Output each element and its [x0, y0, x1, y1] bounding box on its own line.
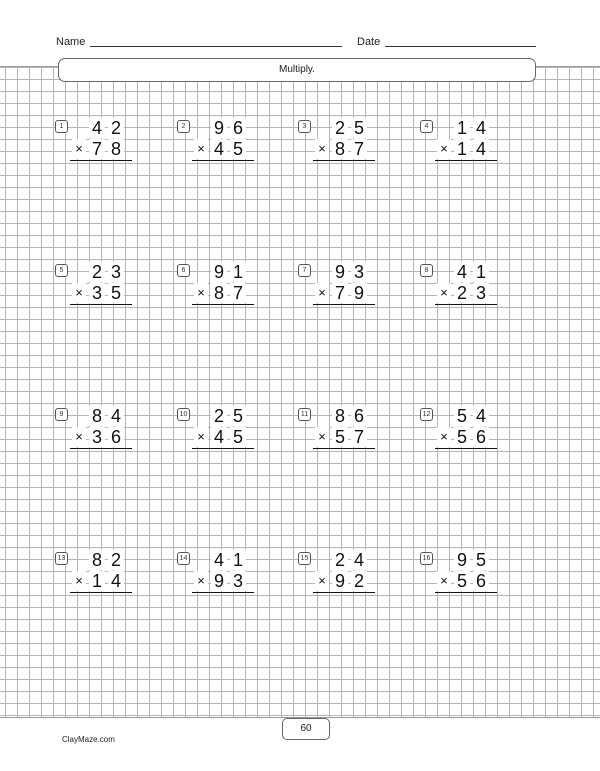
multiplicand-digit: 6	[351, 406, 367, 426]
multiplier-digit: 8	[211, 283, 227, 303]
problem-number: 12	[420, 408, 433, 421]
problem-5	[55, 262, 155, 322]
multiplicand-digit: 1	[454, 118, 470, 138]
answer-line	[435, 592, 497, 593]
answer-line	[192, 160, 254, 161]
multiplier-digit: 4	[211, 139, 227, 159]
answer-line	[313, 448, 375, 449]
multiplier-digit: 3	[230, 571, 246, 591]
problem-number: 15	[298, 552, 311, 565]
multiplicand-digit: 4	[351, 550, 367, 570]
answer-line	[313, 592, 375, 593]
answer-line	[192, 592, 254, 593]
multiply-sign: ×	[72, 139, 86, 159]
multiplicand-digit: 2	[211, 406, 227, 426]
multiplicand-digit: 2	[89, 262, 105, 282]
worksheet-header	[0, 0, 600, 62]
multiplier-digit: 1	[454, 139, 470, 159]
problem-number: 8	[420, 264, 433, 277]
problem-number: 13	[55, 552, 68, 565]
multiplicand-digit: 2	[108, 550, 124, 570]
name-label: Name	[56, 36, 86, 48]
problem-1	[55, 118, 155, 178]
multiplicand-digit: 3	[108, 262, 124, 282]
multiplicand-digit: 4	[473, 406, 489, 426]
answer-line	[192, 304, 254, 305]
problem-number: 7	[298, 264, 311, 277]
multiplicand-digit: 9	[454, 550, 470, 570]
answer-line	[70, 160, 132, 161]
multiplicand-digit: 4	[454, 262, 470, 282]
page-number: 60	[282, 718, 330, 740]
answer-line	[313, 160, 375, 161]
multiplier-digit: 7	[351, 139, 367, 159]
answer-line	[70, 592, 132, 593]
answer-line	[70, 304, 132, 305]
multiplier-digit: 4	[473, 139, 489, 159]
multiplicand-digit: 1	[230, 262, 246, 282]
multiplicand-digit: 8	[332, 406, 348, 426]
multiplicand-digit: 8	[89, 406, 105, 426]
problem-9	[55, 406, 155, 466]
multiply-sign: ×	[437, 139, 451, 159]
problem-6	[177, 262, 277, 322]
multiplicand-digit: 9	[332, 262, 348, 282]
multiplicand-digit: 5	[454, 406, 470, 426]
problem-7	[298, 262, 398, 322]
problem-14	[177, 550, 277, 610]
problem-11	[298, 406, 398, 466]
answer-line	[192, 448, 254, 449]
problem-number: 10	[177, 408, 190, 421]
multiplier-digit: 3	[89, 283, 105, 303]
problem-8	[420, 262, 520, 322]
multiplier-digit: 7	[351, 427, 367, 447]
multiply-sign: ×	[194, 427, 208, 447]
multiplier-digit: 5	[454, 571, 470, 591]
multiplier-digit: 7	[332, 283, 348, 303]
multiplier-digit: 6	[473, 571, 489, 591]
multiplicand-digit: 4	[473, 118, 489, 138]
problem-2	[177, 118, 277, 178]
multiply-sign: ×	[72, 427, 86, 447]
multiplier-digit: 1	[89, 571, 105, 591]
answer-line	[435, 304, 497, 305]
multiplicand-digit: 5	[473, 550, 489, 570]
date-label: Date	[357, 36, 381, 48]
problem-number: 1	[55, 120, 68, 133]
multiplier-digit: 4	[211, 427, 227, 447]
multiplicand-digit: 4	[211, 550, 227, 570]
multiplicand-digit: 4	[89, 118, 105, 138]
site-url: ClayMaze.com	[62, 735, 115, 744]
problem-number: 16	[420, 552, 433, 565]
multiplier-digit: 8	[108, 139, 124, 159]
problem-4	[420, 118, 520, 178]
problem-number: 2	[177, 120, 190, 133]
multiplier-digit: 3	[89, 427, 105, 447]
multiply-sign: ×	[315, 139, 329, 159]
problem-number: 3	[298, 120, 311, 133]
problem-number: 11	[298, 408, 311, 421]
problem-number: 6	[177, 264, 190, 277]
multiplier-digit: 5	[108, 283, 124, 303]
multiplier-digit: 6	[108, 427, 124, 447]
name-field-line[interactable]	[90, 46, 342, 47]
multiply-sign: ×	[315, 283, 329, 303]
multiplier-digit: 4	[108, 571, 124, 591]
multiplicand-digit: 1	[473, 262, 489, 282]
problem-15	[298, 550, 398, 610]
multiplier-digit: 7	[89, 139, 105, 159]
problem-number: 5	[55, 264, 68, 277]
multiplicand-digit: 4	[108, 406, 124, 426]
problem-16	[420, 550, 520, 610]
multiplicand-digit: 5	[230, 406, 246, 426]
multiplier-digit: 5	[230, 427, 246, 447]
multiply-sign: ×	[437, 427, 451, 447]
multiplier-digit: 9	[332, 571, 348, 591]
multiplier-digit: 5	[230, 139, 246, 159]
multiplicand-digit: 5	[351, 118, 367, 138]
multiplicand-digit: 6	[230, 118, 246, 138]
problem-13	[55, 550, 155, 610]
multiplier-digit: 9	[211, 571, 227, 591]
multiplicand-digit: 2	[332, 118, 348, 138]
multiplicand-digit: 9	[211, 118, 227, 138]
problem-10	[177, 406, 277, 466]
multiply-sign: ×	[437, 283, 451, 303]
instructions-banner: Multiply.	[58, 58, 536, 82]
multiplier-digit: 8	[332, 139, 348, 159]
answer-line	[313, 304, 375, 305]
problem-number: 14	[177, 552, 190, 565]
multiply-sign: ×	[437, 571, 451, 591]
problem-3	[298, 118, 398, 178]
multiplicand-digit: 2	[108, 118, 124, 138]
multiplier-digit: 2	[454, 283, 470, 303]
multiply-sign: ×	[194, 283, 208, 303]
multiplier-digit: 3	[473, 283, 489, 303]
multiply-sign: ×	[194, 571, 208, 591]
multiplicand-digit: 2	[332, 550, 348, 570]
problem-number: 9	[55, 408, 68, 421]
multiply-sign: ×	[315, 571, 329, 591]
multiplier-digit: 2	[351, 571, 367, 591]
multiplicand-digit: 3	[351, 262, 367, 282]
multiply-sign: ×	[72, 283, 86, 303]
answer-line	[435, 160, 497, 161]
multiplier-digit: 5	[332, 427, 348, 447]
answer-line	[70, 448, 132, 449]
date-field-line[interactable]	[385, 46, 536, 47]
answer-line	[435, 448, 497, 449]
problem-12	[420, 406, 520, 466]
multiply-sign: ×	[315, 427, 329, 447]
multiply-sign: ×	[72, 571, 86, 591]
multiplicand-digit: 9	[211, 262, 227, 282]
multiplier-digit: 7	[230, 283, 246, 303]
multiplicand-digit: 1	[230, 550, 246, 570]
problem-number: 4	[420, 120, 433, 133]
multiply-sign: ×	[194, 139, 208, 159]
multiplier-digit: 6	[473, 427, 489, 447]
multiplier-digit: 9	[351, 283, 367, 303]
multiplicand-digit: 8	[89, 550, 105, 570]
multiplier-digit: 5	[454, 427, 470, 447]
